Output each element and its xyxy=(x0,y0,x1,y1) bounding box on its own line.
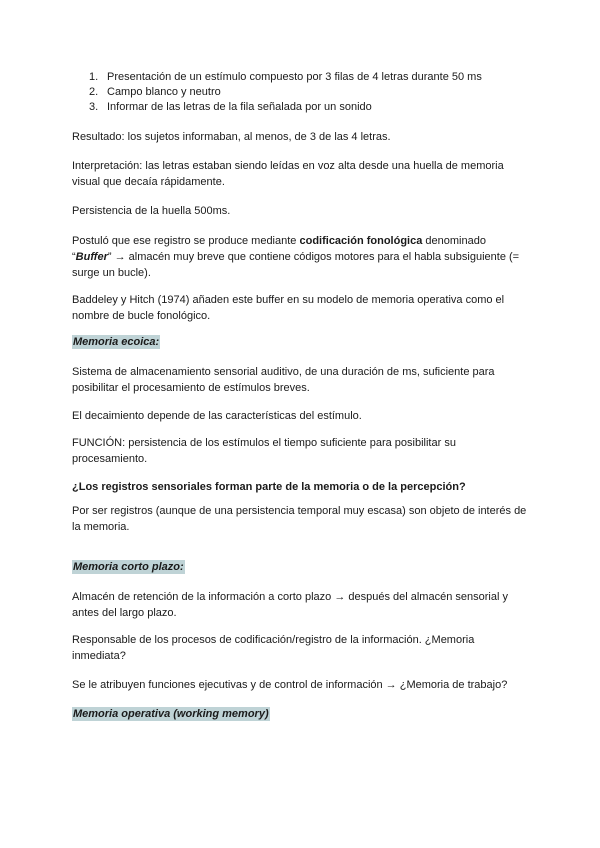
heading-memoria-corto-plazo-line xyxy=(72,559,528,575)
heading-memoria-ecoica-line xyxy=(72,334,528,350)
numbered-list xyxy=(72,70,528,115)
codificacion-fonologica-term: codificación fonológica xyxy=(299,235,423,247)
baddeley-paragraph: Baddeley y Hitch (1974) añaden este buffer en su modelo de memoria operativa como el nombre de bucle fonológico. xyxy=(72,294,505,322)
list-text: Informar de las letras de la fila señalada por un sonido xyxy=(107,101,372,113)
funcion-paragraph: FUNCIÓN: persistencia de los estímulos el tiempo suficiente para posibilitar su procesamiento. xyxy=(72,437,456,465)
heading-memoria-ecoica: Memoria ecoica: xyxy=(73,336,160,348)
decaimiento-paragraph: El decaimiento depende de las características del estímulo. xyxy=(72,410,362,422)
postulo-text-post: ” → almacén muy breve que contiene códigos motores para el habla subsiguiente (= surge un bucle). xyxy=(72,251,520,279)
heading-memoria-corto-plazo: Memoria corto plazo: xyxy=(73,561,184,573)
buffer-term: Buffer xyxy=(75,251,108,263)
list-number: 3. xyxy=(89,101,99,113)
postulo-text-pre: Postuló que ese registro se produce mediante xyxy=(72,235,300,247)
list-item xyxy=(72,85,528,100)
heading-memoria-operativa: Memoria operativa (working memory) xyxy=(73,708,269,720)
list-item xyxy=(72,70,528,85)
heading-memoria-operativa-line xyxy=(72,706,528,722)
registros-question: ¿Los registros sensoriales forman parte de la memoria o de la percepción? xyxy=(72,481,466,493)
list-item xyxy=(72,100,528,115)
atribuyen-paragraph: Se le atribuyen funciones ejecutivas y de control de información → ¿Memoria de trabajo? xyxy=(72,679,508,691)
persistencia-paragraph: Persistencia de la huella 500ms. xyxy=(72,205,231,217)
list-number: 1. xyxy=(89,71,99,83)
postulo-text-mid: denominado “ xyxy=(72,235,486,263)
registros-answer-paragraph: Por ser registros (aunque de una persistencia temporal muy escasa) son objeto de interés de la memoria. xyxy=(72,505,527,533)
list-text: Campo blanco y neutro xyxy=(107,86,221,98)
list-number: 2. xyxy=(89,86,99,98)
corto-plazo-definition-paragraph: Almacén de retención de la información a corto plazo → después del almacén sensorial y antes del largo plazo. xyxy=(72,591,508,619)
postulo-paragraph xyxy=(72,233,528,281)
interpretacion-paragraph: Interpretación: las letras estaban siendo leídas en voz alta desde una huella de memoria visual que decaía rápidamente. xyxy=(72,160,504,188)
ecoica-definition-paragraph: Sistema de almacenamiento sensorial auditivo, de una duración de ms, suficiente para posibilitar el procesamiento de estímulos breves. xyxy=(72,366,495,394)
resultado-paragraph: Resultado: los sujetos informaban, al menos, de 3 de las 4 letras. xyxy=(72,131,391,143)
list-text: Presentación de un estímulo compuesto por 3 filas de 4 letras durante 50 ms xyxy=(107,71,482,83)
responsable-paragraph: Responsable de los procesos de codificación/registro de la información. ¿Memoria inmediata? xyxy=(72,634,475,662)
